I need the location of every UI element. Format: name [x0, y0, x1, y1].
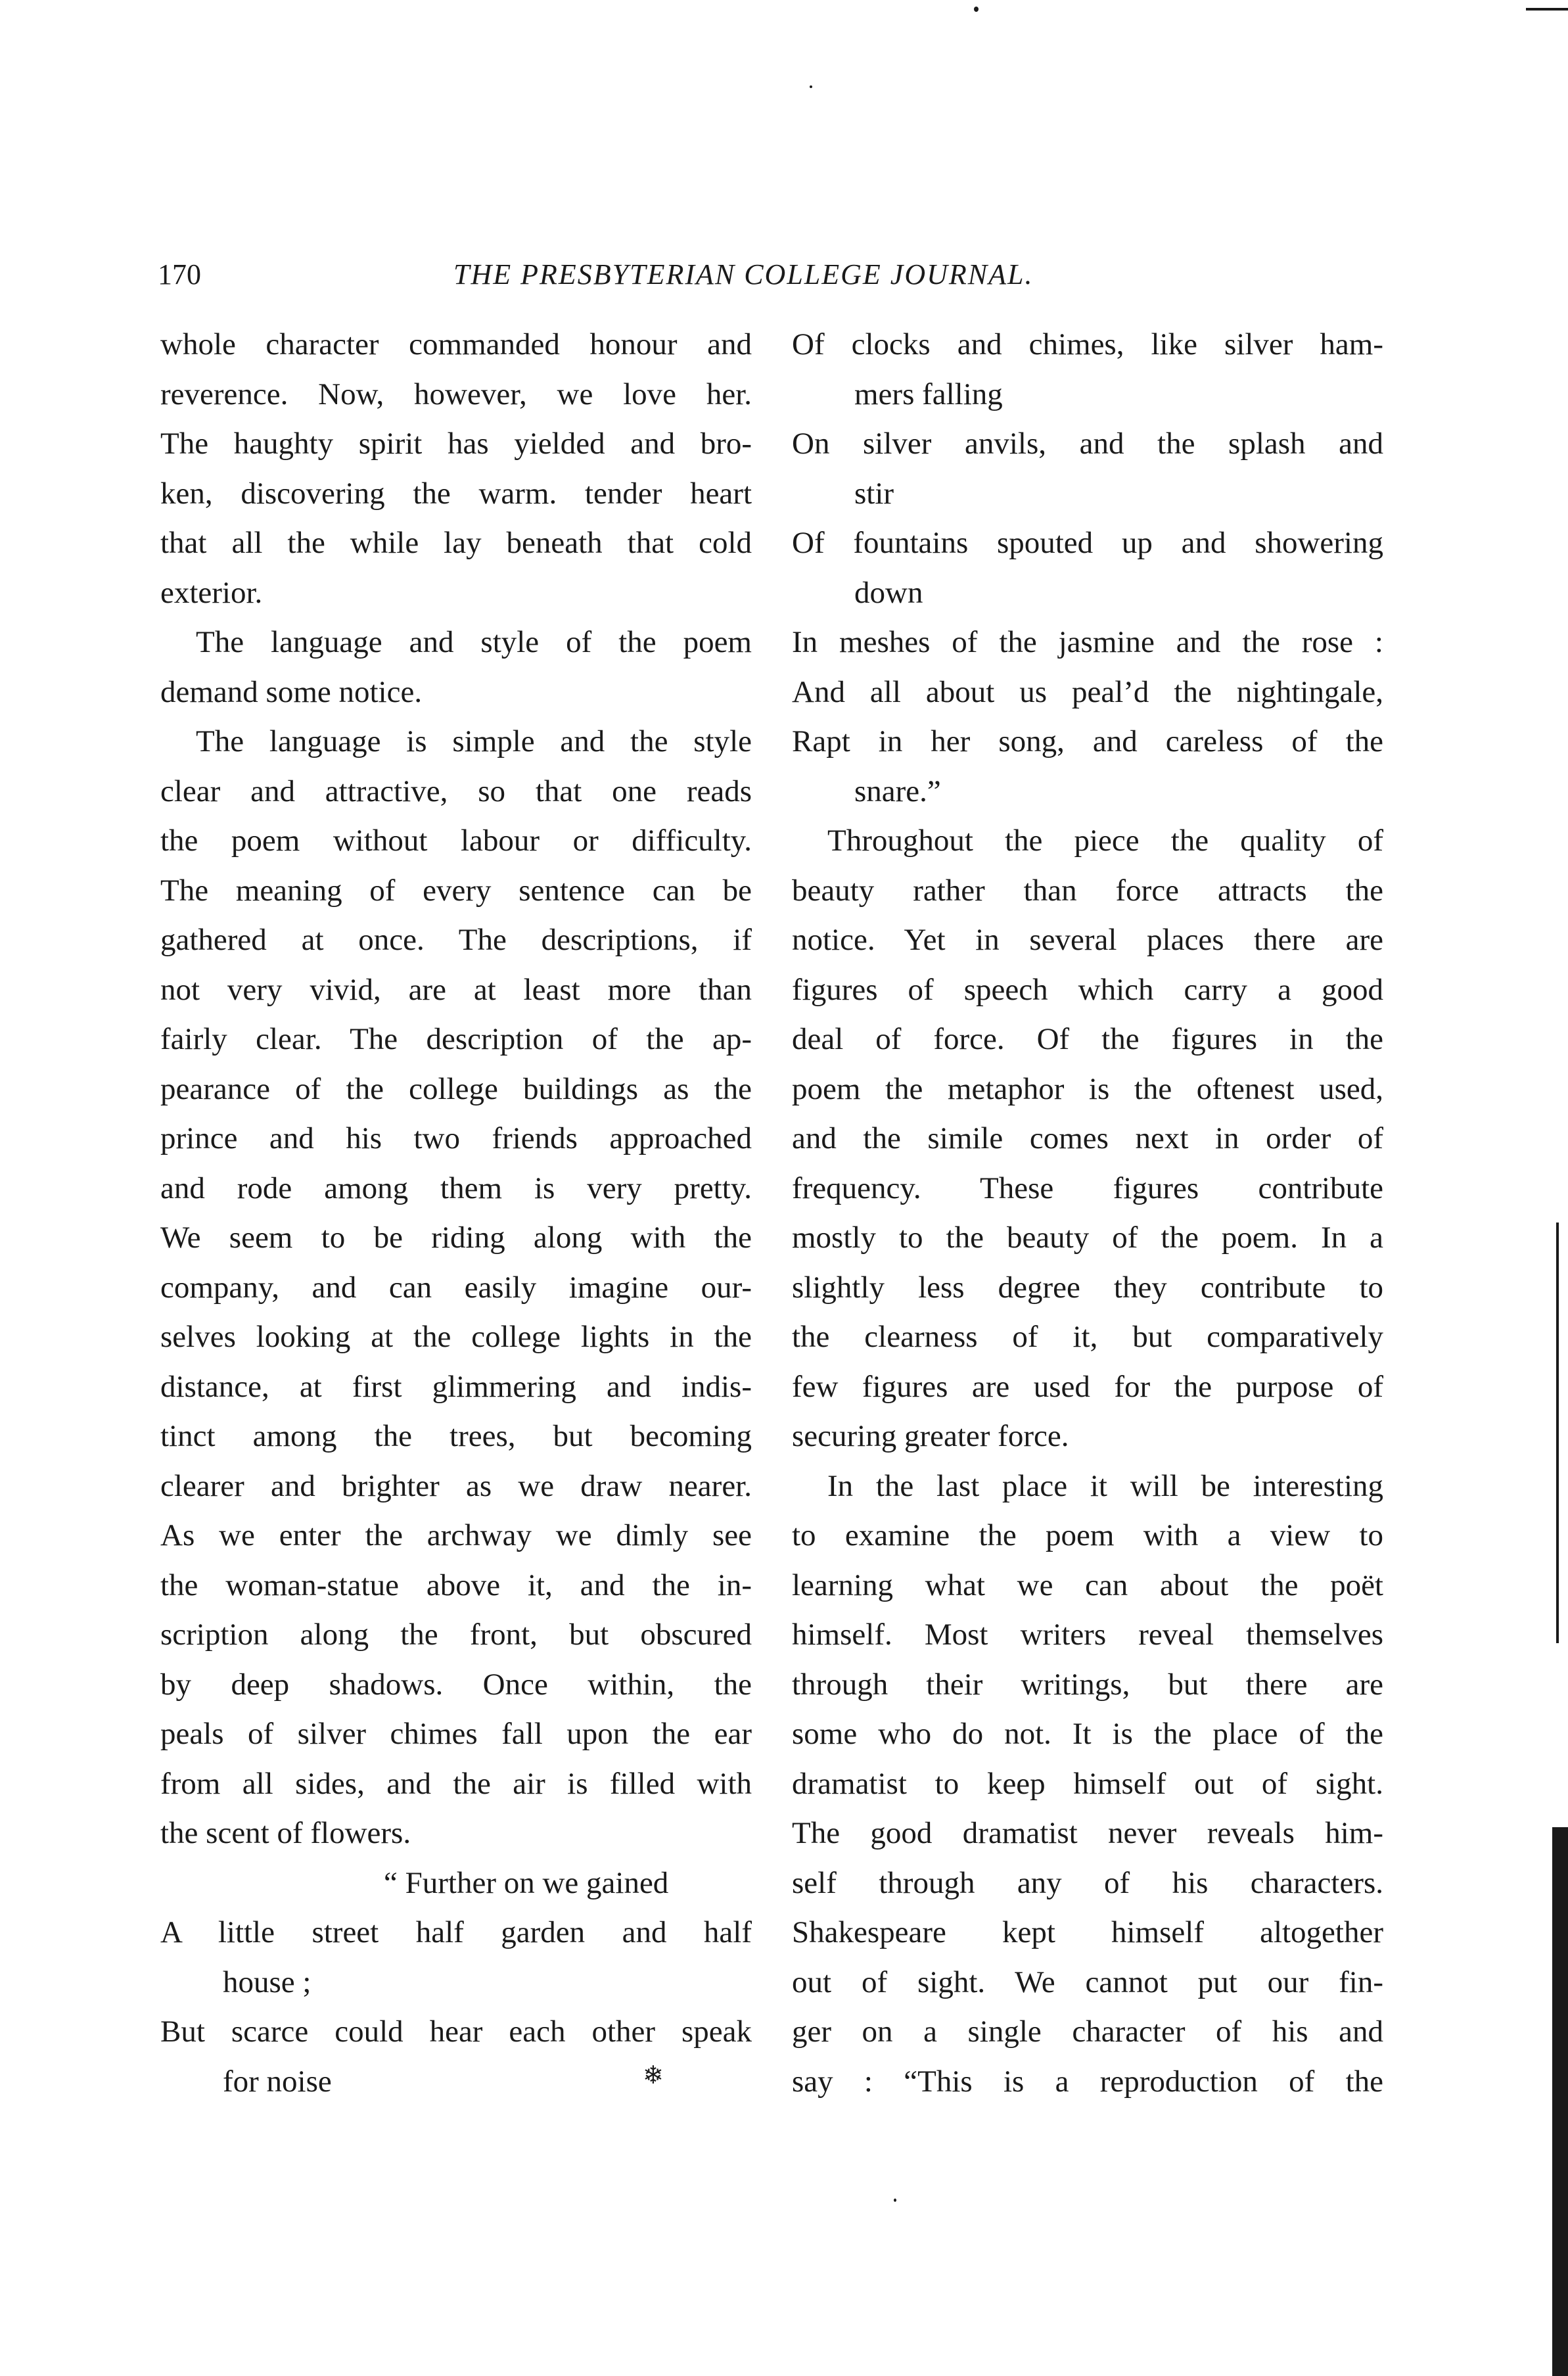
verse-line: house ;	[223, 1965, 311, 1999]
text-line: securing greater force.	[792, 1419, 1069, 1453]
text-line: pearance of the college buildings as the	[160, 1071, 752, 1106]
speck-mark	[974, 7, 979, 12]
text-line: clear and attractive, so that one reads	[160, 774, 752, 808]
text-line: As we enter the archway we dimly see	[160, 1518, 752, 1552]
text-line: scription along the front, but obscured	[160, 1618, 752, 1652]
text-line: out of sight. We cannot put our fin-	[792, 1965, 1383, 1999]
text-line: The meaning of every sentence can be	[160, 873, 752, 908]
verse-line: A little street half garden and half	[160, 1915, 752, 1949]
text-line: to examine the poem with a view to	[792, 1518, 1383, 1552]
text-line: The good dramatist never reveals him-	[792, 1816, 1383, 1850]
text-line: some who do not. It is the place of the	[792, 1717, 1383, 1751]
verse-line: But scarce could hear each other speak	[160, 2015, 752, 2049]
text-line: The language is simple and the style	[196, 724, 752, 758]
text-line: ken, discovering the warm. tender heart	[160, 476, 752, 511]
text-line: by deep shadows. Once within, the	[160, 1667, 752, 1702]
text-line: self through any of his characters.	[792, 1865, 1383, 1900]
text-line: not very vivid, are at least more than	[160, 972, 752, 1007]
text-line: and the simile comes next in order of	[792, 1121, 1383, 1155]
text-line: learning what we can about the poët	[792, 1568, 1383, 1602]
text-line: fairly clear. The description of the ap-	[160, 1022, 752, 1056]
verse-line: Rapt in her song, and careless of the	[792, 724, 1383, 758]
page-header	[158, 255, 1143, 294]
text-line: demand some notice.	[160, 674, 423, 709]
text-line: In the last place it will be interesting	[827, 1468, 1383, 1503]
text-line: The haughty spirit has yielded and bro-	[160, 427, 752, 461]
text-line: gathered at once. The descriptions, if	[160, 923, 752, 957]
verse-line: stir	[854, 476, 894, 511]
verse-line: down	[854, 575, 923, 610]
text-line: few figures are used for the purpose of	[792, 1369, 1383, 1404]
text-line: himself. Most writers reveal themselves	[792, 1618, 1383, 1652]
verse-line: for noise	[223, 2064, 332, 2099]
text-line: the scent of flowers.	[160, 1816, 411, 1850]
text-line: distance, at first glimmering and indis-	[160, 1369, 752, 1404]
text-line: from all sides, and the air is filled with	[160, 1766, 752, 1801]
edge-mark	[1556, 1223, 1559, 1643]
text-line: through their writings, but there are	[792, 1667, 1383, 1702]
edge-mark	[1552, 1827, 1568, 2376]
text-line: whole character commanded honour and	[160, 327, 752, 361]
text-line: selves looking at the college lights in the	[160, 1320, 752, 1354]
text-line: prince and his two friends approached	[160, 1121, 752, 1155]
text-line: notice. Yet in several places there are	[792, 923, 1383, 957]
text-line: Shakespeare kept himself altogether	[792, 1915, 1383, 1949]
text-line: exterior.	[160, 575, 263, 610]
verse-line: mers falling	[854, 377, 1003, 411]
text-line: We seem to be riding along with the	[160, 1221, 752, 1255]
text-line: the poem without labour or difficulty.	[160, 824, 752, 858]
text-line: Throughout the piece the quality of	[827, 824, 1383, 858]
text-line: figures of speech which carry a good	[792, 972, 1383, 1007]
text-line: the clearness of it, but comparatively	[792, 1320, 1383, 1354]
text-line: clearer and brighter as we draw nearer.	[160, 1468, 752, 1503]
page-number: 170	[158, 258, 201, 291]
verse-line: In meshes of the jasmine and the rose :	[792, 625, 1383, 659]
text-line: deal of force. Of the figures in the	[792, 1022, 1383, 1056]
verse-line: And all about us peal’d the nightingale,	[792, 674, 1383, 709]
text-line: company, and can easily imagine our-	[160, 1270, 752, 1305]
text-line: peals of silver chimes fall upon the ear	[160, 1717, 752, 1751]
text-line: beauty rather than force attracts the	[792, 873, 1383, 908]
text-line: reverence. Now, however, we love her.	[160, 377, 752, 411]
text-line: say : “This is a reproduction of the	[792, 2064, 1383, 2099]
verse-line: “ Further on we gained	[384, 1865, 669, 1900]
text-line: frequency. These figures contribute	[792, 1171, 1383, 1205]
text-line: The language and style of the poem	[196, 625, 752, 659]
speck-mark	[894, 2199, 896, 2202]
verse-line: snare.”	[854, 774, 941, 808]
text-line: mostly to the beauty of the poem. In a	[792, 1221, 1383, 1255]
text-line: poem the metaphor is the oftenest used,	[792, 1071, 1383, 1106]
edge-mark	[1526, 8, 1568, 11]
right-column	[792, 320, 1383, 2107]
text-line: that all the while lay beneath that cold	[160, 526, 752, 560]
text-line: and rode among them is very pretty.	[160, 1171, 752, 1205]
verse-line: On silver anvils, and the splash and	[792, 427, 1383, 461]
verse-line: Of clocks and chimes, like silver ham-	[792, 327, 1383, 361]
text-line: slightly less degree they contribute to	[792, 1270, 1383, 1305]
text-line: dramatist to keep himself out of sight.	[792, 1766, 1383, 1801]
running-title: THE PRESBYTERIAN COLLEGE JOURNAL.	[453, 258, 1034, 291]
text-line: tinct among the trees, but becoming	[160, 1419, 752, 1453]
ink-blot-mark: ❄	[643, 2062, 664, 2089]
left-column	[160, 320, 752, 2107]
speck-mark	[810, 85, 812, 88]
verse-line: Of fountains spouted up and showering	[792, 526, 1383, 560]
text-line: the woman-statue above it, and the in-	[160, 1568, 752, 1602]
text-line: ger on a single character of his and	[792, 2015, 1383, 2049]
